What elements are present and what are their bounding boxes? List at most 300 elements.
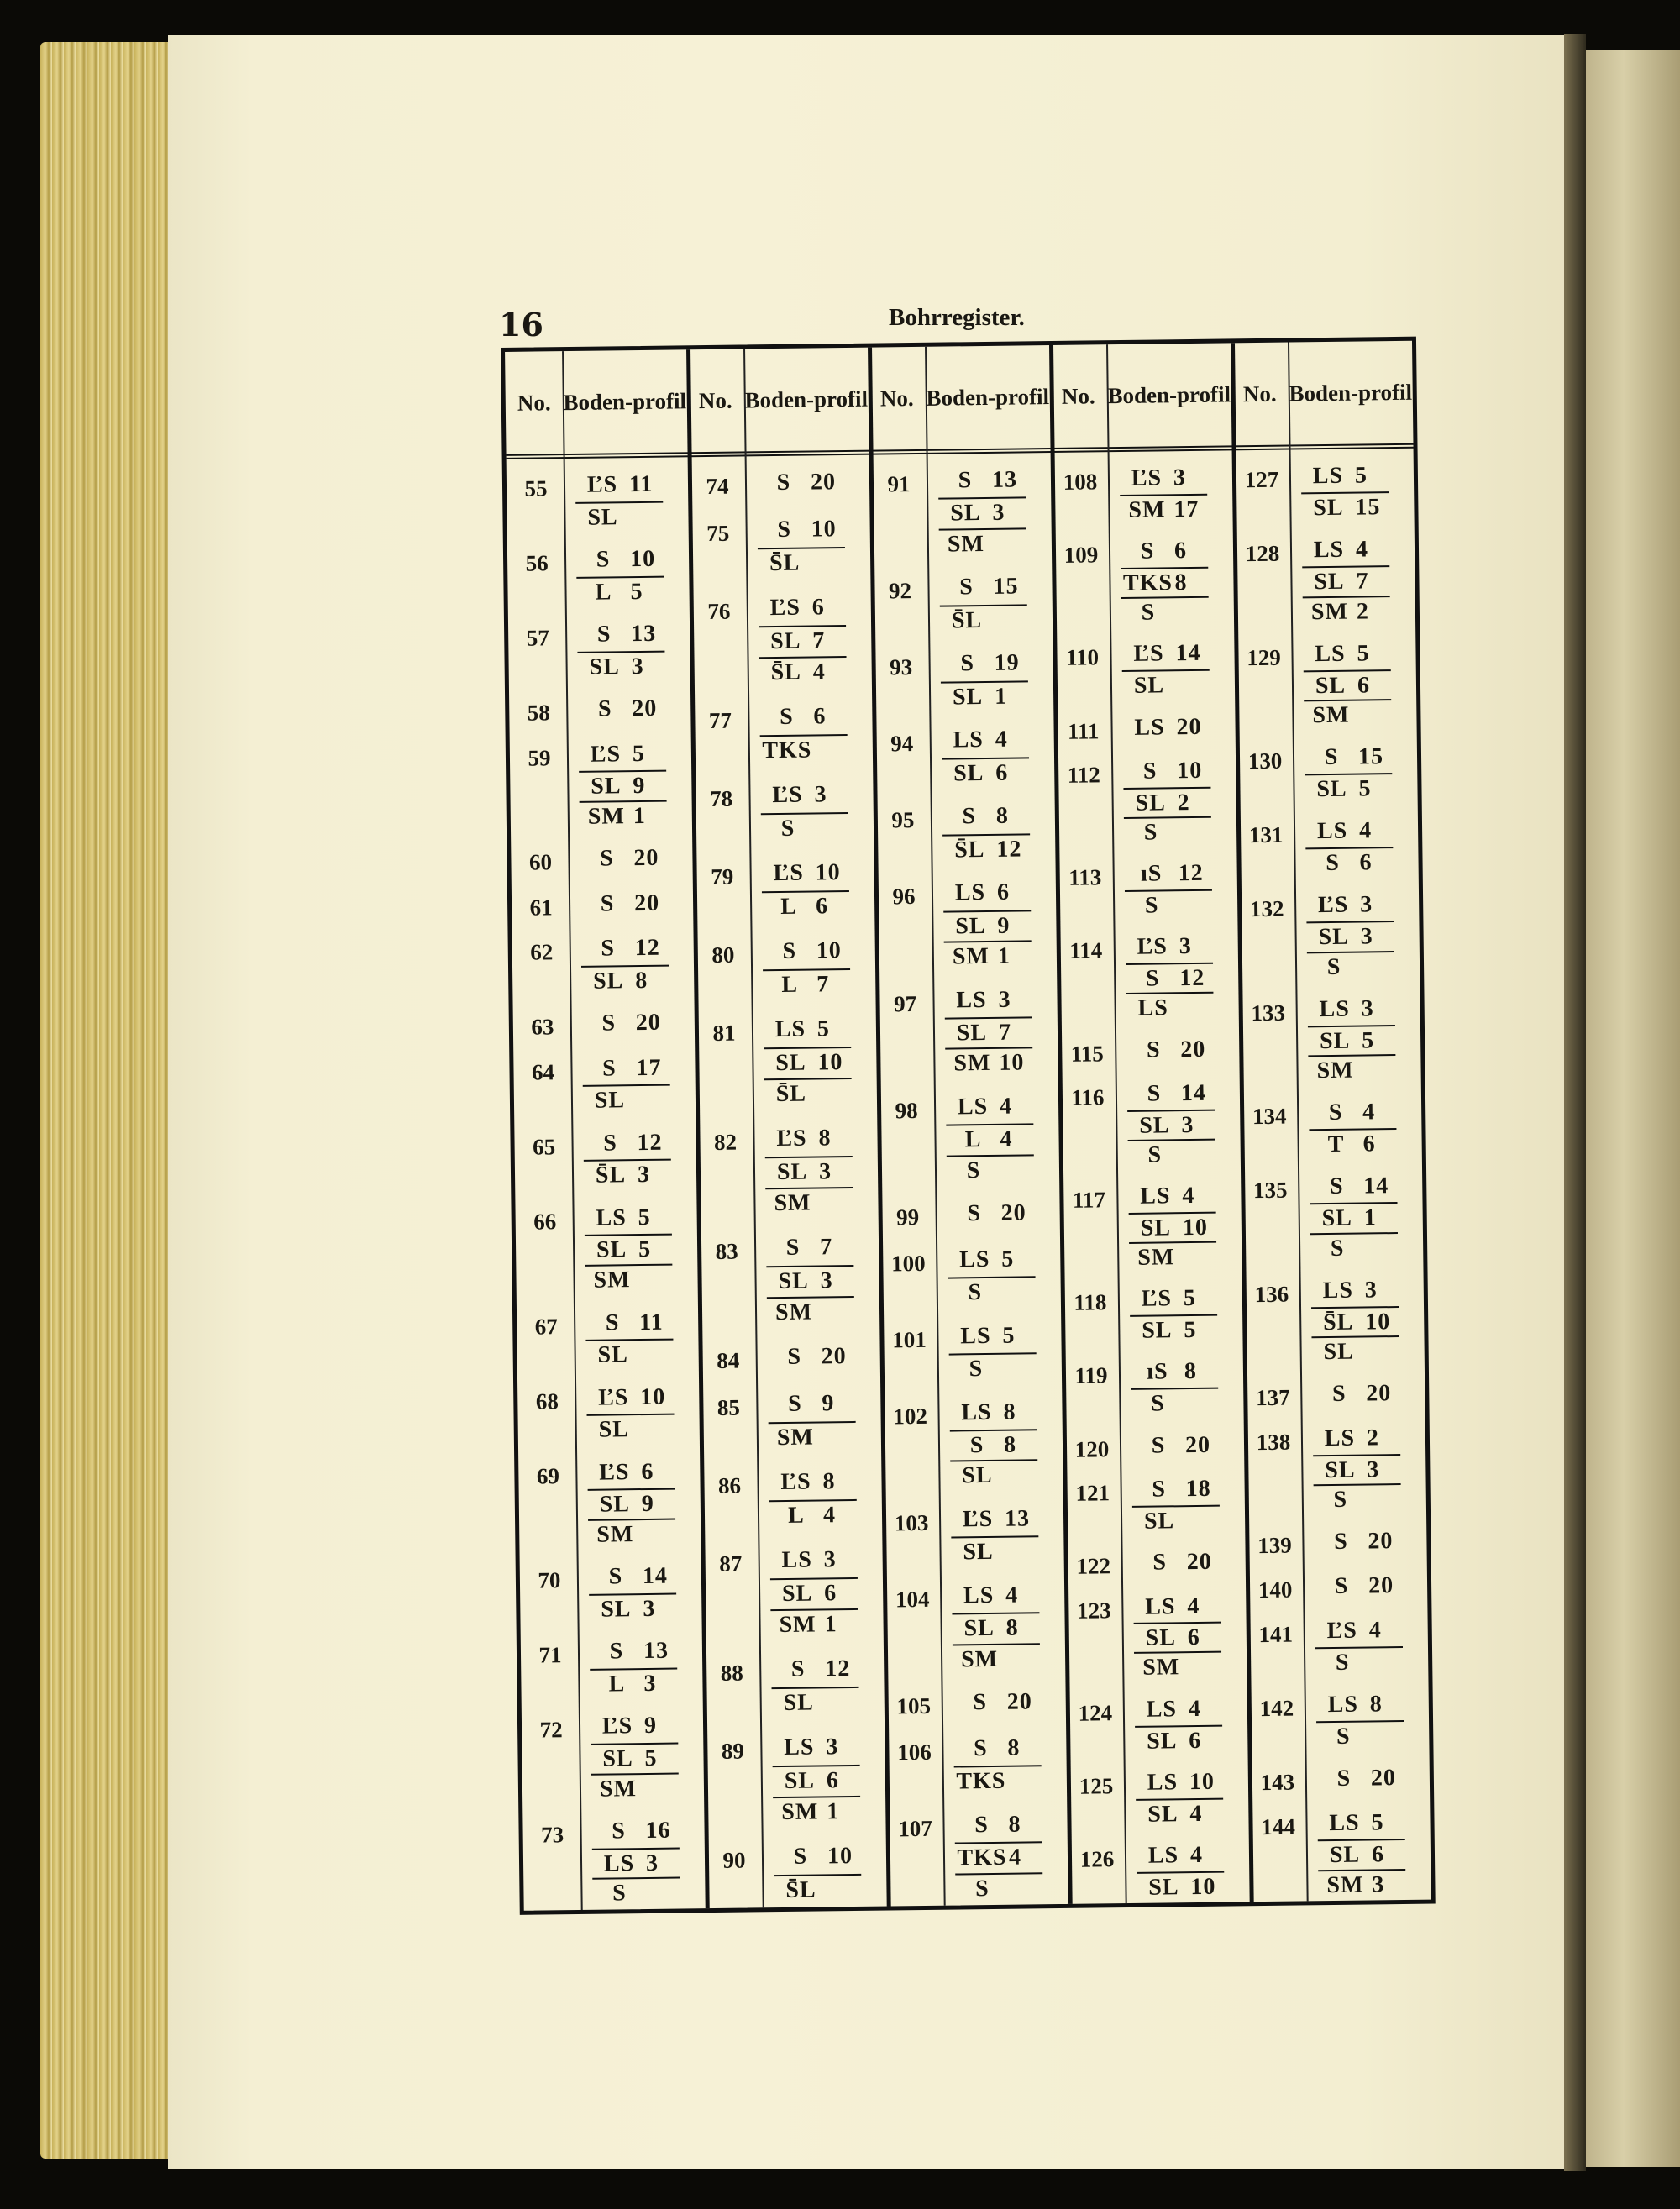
soil-symbol: L	[595, 579, 612, 606]
layer-depth: 20	[633, 889, 660, 916]
layer-depth: 8	[635, 967, 648, 994]
bore-number: 94	[890, 731, 914, 757]
soil-symbol: L	[781, 971, 799, 998]
bore-number: 131	[1248, 821, 1284, 848]
layer-depth: 6	[813, 703, 827, 730]
layer-depth: 15	[1355, 494, 1381, 521]
layer-depth: 7	[812, 627, 826, 654]
soil-layer	[585, 1309, 673, 1336]
soil-layer	[1131, 1476, 1219, 1503]
soil-layer	[1304, 699, 1391, 729]
soil-symbol: S	[1334, 1572, 1349, 1600]
bore-number: 63	[531, 1014, 554, 1040]
soil-layer	[759, 625, 846, 655]
soil-symbol: S	[1335, 1650, 1350, 1676]
soil-layer	[589, 1563, 676, 1591]
soil-symbol: S̄L	[954, 836, 985, 863]
soil-symbol: S	[790, 1655, 806, 1682]
layer-depth: 5	[638, 1204, 651, 1230]
layer-depth: 8	[1184, 1358, 1198, 1385]
bore-number: 133	[1251, 1000, 1286, 1026]
soil-layer	[1135, 1695, 1222, 1723]
soil-layer	[772, 1687, 859, 1717]
soil-symbol: SL	[1140, 1215, 1172, 1241]
header-no: No.	[698, 387, 732, 414]
soil-symbol: L	[964, 1126, 982, 1153]
soil-symbol: SL	[776, 1158, 808, 1185]
soil-symbol: S	[612, 1880, 627, 1907]
soil-symbol: SL	[598, 1416, 630, 1443]
header-no: No.	[879, 385, 914, 412]
bore-number: 144	[1261, 1813, 1296, 1840]
soil-layer	[949, 1398, 1037, 1426]
bore-number: 88	[720, 1660, 743, 1686]
soil-layer	[942, 833, 1030, 863]
layer-depth: 14	[1180, 1079, 1207, 1107]
layer-depth: 20	[1370, 1765, 1397, 1792]
soil-symbol: SM	[953, 1050, 991, 1077]
soil-symbol: SL	[1145, 1624, 1177, 1652]
soil-layer	[1126, 963, 1213, 993]
bore-number: 99	[896, 1204, 920, 1230]
soil-layer	[761, 859, 848, 887]
soil-symbol: S	[605, 1309, 620, 1336]
soil-layer	[1126, 1036, 1214, 1063]
bore-number: 106	[897, 1739, 932, 1766]
soil-layer	[1310, 1232, 1398, 1262]
soil-symbol: LS	[1313, 536, 1345, 564]
soil-layer	[591, 1713, 678, 1740]
soil-symbol: SL	[781, 1580, 813, 1607]
bore-number: 119	[1074, 1362, 1108, 1389]
soil-symbol: LS	[1312, 462, 1344, 490]
layer-depth: 15	[1357, 743, 1384, 770]
book-gutter	[1564, 34, 1586, 2171]
bore-number: 142	[1259, 1695, 1294, 1722]
layer-depth: 6	[826, 1766, 840, 1794]
soil-symbol: LS	[781, 1546, 812, 1573]
soil-layer	[592, 1877, 680, 1907]
layer-depth: 20	[810, 469, 837, 496]
bore-number: 125	[1079, 1773, 1114, 1799]
bore-number: 120	[1074, 1435, 1110, 1462]
soil-layer	[763, 937, 850, 965]
soil-layer	[943, 879, 1031, 906]
soil-symbol: LS	[1316, 817, 1348, 845]
soil-layer	[1123, 758, 1210, 785]
layer-depth: 6	[811, 593, 825, 621]
soil-symbol: L	[780, 893, 798, 920]
bore-number: 108	[1063, 469, 1098, 495]
layer-depth: 12	[1178, 859, 1204, 887]
soil-symbol: S	[596, 621, 612, 648]
soil-layer	[761, 812, 848, 842]
soil-symbol: SL	[1318, 924, 1349, 951]
bore-number: 62	[530, 939, 554, 965]
soil-layer	[1308, 1025, 1395, 1055]
bore-number: 91	[887, 471, 911, 497]
soil-layer	[1305, 743, 1392, 771]
soil-layer	[582, 1010, 669, 1037]
layer-depth: 3	[1360, 923, 1373, 951]
soil-symbol: S	[1331, 1380, 1347, 1407]
soil-symbol: LS	[961, 1398, 992, 1426]
soil-symbol: S	[1150, 1390, 1165, 1417]
layer-depth: 4	[1368, 1617, 1382, 1644]
bore-number: 141	[1258, 1621, 1294, 1648]
soil-symbol: TKS	[762, 737, 812, 764]
header-bodenprofil-line2: profil	[813, 386, 869, 412]
soil-layer	[768, 1343, 855, 1371]
page-number: 16	[499, 306, 543, 344]
soil-layer	[769, 1499, 857, 1530]
bore-number: 115	[1070, 1040, 1104, 1067]
soil-symbol: S	[974, 1875, 990, 1902]
layer-depth: 3	[814, 781, 827, 808]
soil-layer	[942, 803, 1030, 831]
layer-depth: 11	[628, 470, 654, 498]
layer-depth: 4	[1000, 1125, 1013, 1153]
header-bodenprofil-line2: profil	[1176, 381, 1231, 408]
layer-depth: 8	[1369, 1691, 1383, 1718]
layer-depth: 7	[998, 1019, 1012, 1046]
soil-symbol: S	[1140, 538, 1155, 564]
bore-number: 84	[717, 1347, 740, 1373]
soil-layer	[760, 734, 848, 764]
soil-layer	[1301, 491, 1389, 522]
layer-depth: 3	[818, 1158, 832, 1185]
layer-depth: 6	[996, 879, 1011, 905]
soil-layer	[945, 1016, 1032, 1047]
soil-layer	[581, 964, 669, 994]
bore-number: 137	[1255, 1384, 1290, 1411]
soil-layer	[1316, 1691, 1404, 1718]
header-bodenprofil-line1: Boden-	[744, 386, 815, 413]
layer-depth: 10	[811, 515, 837, 543]
soil-symbol: S	[597, 695, 612, 722]
layer-depth: 6	[995, 759, 1009, 786]
soil-layer	[576, 546, 664, 574]
bore-number: 105	[896, 1693, 932, 1719]
soil-layer	[591, 1743, 678, 1773]
layer-depth: 12	[637, 1129, 663, 1156]
soil-layer	[946, 1093, 1033, 1120]
layer-depth: 5	[1183, 1285, 1197, 1312]
soil-symbol: SL	[587, 503, 618, 531]
soil-symbol: SM	[952, 942, 990, 970]
soil-layer	[1128, 1183, 1215, 1210]
soil-layer	[1120, 464, 1207, 492]
bore-number: 124	[1078, 1699, 1113, 1726]
soil-layer	[1128, 1138, 1215, 1168]
soil-symbol: SM	[1142, 1654, 1180, 1682]
soil-symbol: SL	[950, 500, 981, 527]
soil-layer	[763, 968, 850, 999]
header-bodenprofil	[743, 348, 869, 452]
soil-symbol: S	[780, 815, 795, 842]
bore-number: 104	[895, 1586, 930, 1613]
layer-depth: 8	[1007, 1734, 1021, 1761]
soil-symbol: SM	[774, 1299, 813, 1326]
soil-symbol: SL	[599, 1491, 631, 1518]
soil-layer	[588, 1488, 675, 1519]
soil-symbol: S	[601, 935, 616, 962]
bore-number: 60	[528, 849, 553, 875]
layer-depth: 5	[1361, 1027, 1375, 1054]
soil-symbol: S	[777, 516, 792, 543]
soil-layer	[940, 604, 1027, 634]
layer-depth: 10	[629, 545, 656, 573]
bore-number: 87	[719, 1550, 743, 1577]
soil-layer	[590, 1638, 677, 1666]
bore-number: 113	[1068, 864, 1102, 890]
soil-symbol: S	[1330, 1235, 1345, 1262]
layer-depth: 10	[815, 858, 841, 886]
layer-depth: 12	[634, 934, 660, 962]
soil-symbol: S	[1329, 1173, 1344, 1200]
soil-layer	[1308, 1054, 1395, 1084]
bore-number: 123	[1076, 1597, 1111, 1624]
layer-depth: 20	[821, 1342, 847, 1370]
soil-layer	[1126, 933, 1213, 961]
layer-depth: 7	[816, 971, 830, 998]
soil-symbol: S	[596, 546, 611, 573]
layer-depth: 20	[1176, 713, 1202, 740]
soil-symbol: SL	[1143, 1508, 1175, 1535]
soil-layer	[1302, 536, 1389, 564]
soil-symbol: S	[599, 845, 614, 872]
layer-depth: 8	[995, 802, 1010, 830]
bore-number: 118	[1074, 1289, 1107, 1315]
layer-depth: 14	[642, 1562, 669, 1590]
soil-layer	[940, 650, 1027, 678]
bore-number: 64	[531, 1058, 555, 1085]
soil-layer	[576, 575, 664, 606]
soil-symbol: S	[608, 1563, 623, 1590]
soil-symbol: SL	[596, 1236, 627, 1264]
bore-number: 102	[893, 1403, 928, 1430]
layer-depth: 4	[1358, 817, 1373, 844]
soil-layer	[1306, 891, 1394, 919]
soil-layer	[955, 1872, 1042, 1902]
soil-symbol: SL	[597, 1341, 628, 1368]
soil-layer	[769, 1545, 857, 1573]
soil-symbol: ĽS	[962, 1505, 994, 1533]
soil-layer	[1129, 1241, 1216, 1271]
layer-depth: 16	[645, 1817, 671, 1844]
soil-layer	[770, 1608, 858, 1639]
soil-symbol: SL	[1139, 1112, 1170, 1139]
soil-layer	[1122, 713, 1210, 741]
layer-depth: 4	[999, 1093, 1013, 1120]
soil-layer	[578, 695, 665, 723]
soil-layer	[1133, 1549, 1221, 1577]
soil-layer	[583, 1084, 670, 1115]
table-header-row	[505, 341, 1413, 459]
bore-number: 83	[715, 1238, 738, 1264]
layer-depth: 20	[1368, 1572, 1394, 1599]
layer-depth: 20	[1184, 1431, 1211, 1458]
soil-layer	[774, 1874, 861, 1904]
soil-symbol: LS	[1134, 713, 1165, 741]
soil-layer	[579, 740, 666, 768]
soil-symbol: SL	[601, 1596, 632, 1623]
layer-depth: 5	[630, 578, 643, 605]
soil-layer	[1309, 1099, 1396, 1126]
bore-number: 138	[1256, 1429, 1291, 1455]
soil-symbol: SL	[1147, 1727, 1178, 1755]
soil-layer	[1311, 1277, 1399, 1304]
bore-number: 110	[1065, 644, 1100, 671]
soil-symbol: SL	[591, 773, 622, 800]
soil-symbol: S	[1143, 819, 1158, 846]
layer-depth: 3	[1181, 1111, 1194, 1138]
soil-symbol: S	[1147, 1141, 1163, 1168]
soil-layer	[938, 497, 1026, 527]
bore-number: 76	[707, 598, 731, 624]
soil-symbol: SL	[952, 683, 984, 711]
soil-layer	[1124, 816, 1211, 846]
layer-depth: 20	[633, 845, 659, 872]
soil-layer	[764, 1078, 852, 1108]
soil-symbol: SL	[1148, 1874, 1179, 1901]
layer-depth: 20	[1180, 1036, 1206, 1063]
bore-number: 75	[706, 520, 730, 546]
soil-symbol: ĽS	[769, 594, 801, 621]
soil-symbol: LS	[957, 1093, 989, 1120]
bore-number: 72	[539, 1717, 563, 1743]
layer-depth: 3	[992, 500, 1005, 527]
soil-symbol: SL	[1323, 1338, 1354, 1366]
layer-depth: 3	[637, 1162, 651, 1188]
running-title: Bohrregister.	[889, 304, 1025, 331]
layer-depth: 10	[1182, 1214, 1209, 1241]
soil-symbol: LS	[956, 986, 987, 1013]
soil-layer	[1314, 1483, 1401, 1514]
soil-layer	[1313, 1425, 1400, 1452]
bore-number: 65	[532, 1134, 556, 1160]
layer-depth: 20	[1000, 1199, 1026, 1226]
soil-symbol: SL	[1135, 790, 1166, 816]
soil-layer	[758, 547, 845, 577]
soil-layer	[1126, 992, 1213, 1022]
soil-layer	[939, 574, 1026, 601]
soil-symbol: ĽS	[773, 859, 804, 886]
layer-depth: 5	[644, 1745, 658, 1772]
soil-layer	[1121, 640, 1209, 668]
group-divider	[1049, 345, 1073, 1904]
soil-symbol: S	[601, 1010, 617, 1036]
soil-layer	[575, 471, 663, 499]
header-bodenprofil	[1288, 341, 1413, 445]
soil-layer	[947, 1200, 1034, 1228]
soil-symbol: SM	[593, 1267, 631, 1293]
soil-symbol: LS	[1140, 1183, 1171, 1209]
soil-layer	[768, 1390, 855, 1418]
soil-layer	[1312, 1380, 1399, 1408]
soil-symbol: LS	[1329, 1809, 1360, 1837]
soil-symbol: S	[960, 650, 975, 677]
layer-depth: 10	[640, 1383, 666, 1410]
layer-depth: 3	[823, 1545, 837, 1572]
layer-depth: 17	[636, 1054, 662, 1081]
layer-depth: 5	[1001, 1246, 1015, 1272]
soil-layer	[1303, 596, 1390, 626]
soil-layer	[1137, 1871, 1224, 1902]
layer-depth: 10	[999, 1049, 1025, 1077]
header-bodenprofil-line2: profil	[1357, 379, 1413, 406]
soil-symbol: T	[1327, 1131, 1345, 1158]
soil-symbol: S	[1141, 599, 1156, 626]
bore-number: 80	[711, 942, 735, 968]
layer-depth: 3	[631, 653, 644, 679]
soil-layer	[1311, 1335, 1399, 1366]
bore-number: 66	[533, 1209, 557, 1235]
soil-symbol: ĽS	[1141, 1285, 1173, 1312]
soil-layer	[943, 910, 1031, 940]
layer-depth: 8	[818, 1124, 832, 1152]
bore-number: 140	[1257, 1577, 1293, 1603]
soil-layer	[577, 621, 664, 648]
soil-symbol: SM	[779, 1611, 816, 1638]
soil-layer	[585, 1339, 673, 1369]
layer-depth: 14	[1175, 640, 1201, 667]
soil-layer	[948, 1246, 1035, 1273]
layer-depth: 6	[815, 893, 829, 920]
soil-layer	[762, 890, 849, 921]
soil-symbol: SL	[1325, 1456, 1356, 1484]
soil-symbol: SL	[775, 1049, 806, 1076]
soil-layer	[767, 1296, 854, 1326]
soil-layer	[1125, 860, 1212, 888]
bore-number: 117	[1072, 1187, 1106, 1213]
soil-layer	[1131, 1431, 1219, 1459]
soil-symbol: ĽS	[1326, 1617, 1358, 1645]
soil-layer	[1317, 1809, 1404, 1837]
bore-number: 103	[894, 1509, 929, 1536]
soil-layer	[1135, 1724, 1222, 1755]
soil-symbol: SL	[1315, 672, 1347, 699]
layer-depth: 7	[819, 1234, 833, 1261]
layer-depth: 4	[995, 726, 1008, 753]
bore-number: 73	[540, 1822, 564, 1848]
soil-layer	[1314, 1528, 1401, 1556]
soil-layer	[769, 1421, 856, 1451]
soil-layer	[952, 1582, 1039, 1609]
soil-symbol: SL	[963, 1615, 995, 1642]
bore-number: 96	[892, 884, 916, 910]
layer-depth: 9	[997, 912, 1011, 939]
layer-depth: 3	[1372, 1871, 1385, 1898]
layer-depth: 3	[1359, 891, 1373, 918]
soil-symbol: SM	[1316, 1057, 1354, 1084]
soil-layer	[581, 935, 669, 963]
soil-symbol: LS	[1327, 1691, 1359, 1718]
bore-number: 56	[525, 550, 549, 576]
soil-symbol: SL	[1133, 672, 1165, 700]
layer-depth: 5	[1357, 639, 1370, 667]
soil-symbol: SL	[955, 912, 986, 939]
header-bodenprofil-line2: profil	[632, 388, 687, 415]
layer-depth: 4	[1189, 1800, 1203, 1827]
soil-layer	[582, 1054, 669, 1082]
soil-layer	[1130, 1285, 1217, 1313]
soil-symbol: S	[1324, 743, 1339, 770]
soil-layer	[1125, 889, 1212, 920]
soil-layer	[1122, 669, 1210, 700]
soil-symbol: S	[1146, 1036, 1161, 1063]
soil-symbol: L	[608, 1671, 626, 1697]
